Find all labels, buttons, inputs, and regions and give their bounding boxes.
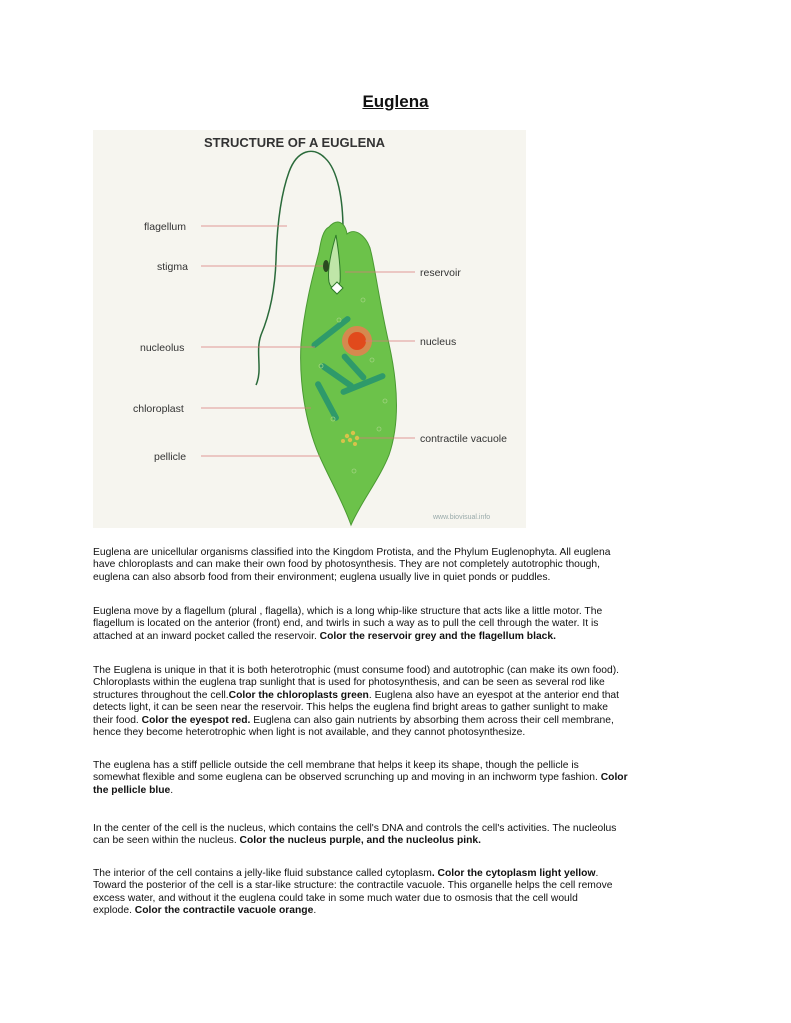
p3-instruction-chloroplasts: Color the chloroplasts green — [228, 689, 369, 701]
p3-line2: Chloroplasts within the euglena trap sunlight that is used for photosynthesis, and can be seen as several rod like — [93, 677, 605, 689]
label-reservoir: reservoir — [420, 267, 461, 279]
p3-line4: detects light, it can be seen near the reservoir. This helps the euglena find bright areas to gather sunlight to make — [93, 702, 608, 714]
label-stigma: stigma — [157, 261, 188, 273]
p3-line3 — [93, 690, 703, 702]
p6-line1 — [93, 868, 703, 880]
label-pellicle: pellicle — [154, 451, 187, 463]
p6-instruction-cytoplasm: . Color the cytoplasm light yellow — [431, 868, 596, 879]
stigma-eyespot — [323, 260, 329, 272]
paragraph-pellicle — [93, 760, 703, 797]
p2-line2: flagellum is located on the anterior (front) end, and twirls in such a way as to pull the cell through the water. It is — [93, 618, 599, 630]
diagram-watermark: www.biovisual.info — [433, 514, 491, 521]
p4-line3 — [93, 785, 703, 797]
paragraph-flagellum — [93, 606, 703, 643]
vacuole-granule — [345, 434, 349, 438]
p3-line5 — [93, 715, 703, 727]
p4-line3-rest: . — [170, 784, 174, 796]
p6-line2: Toward the posterior of the cell is a star-like structure: the contractile vacuole. This organelle helps the cell remove — [93, 880, 613, 892]
euglena-diagram-svg — [93, 130, 526, 528]
p3-line1: The Euglena is unique in that it is both heterotrophic (must consume food) and autotrophic (can make its own food). — [93, 665, 620, 676]
p4-line1: The euglena has a stiff pellicle outside the cell membrane that helps it keep its shape, though the pellicle is — [93, 760, 579, 771]
p6-line1-text: The interior of the cell contains a jelly-like fluid substance called cytoplasm — [93, 868, 432, 879]
p6-line4 — [93, 905, 703, 917]
euglena-diagram — [93, 130, 526, 528]
p6-line3: excess water, and without it the euglena could take in some much water due to osmosis that the cell would — [93, 892, 578, 904]
p2-line1: Euglena move by a flagellum (plural , flagella), which is a long whip-like structure that acts like a little motor. The — [93, 606, 603, 617]
p5-line2 — [93, 835, 703, 847]
label-nucleus: nucleus — [420, 336, 457, 348]
p6-line4-rest: . — [313, 905, 317, 917]
p3-line5-rest: Euglena can also gain nutrients by absorbing them across their cell membrane, — [250, 714, 614, 726]
p1-line1: Euglena are unicellular organisms classified into the Kingdom Protista, and the Phylum Euglenophyta. All euglena — [93, 547, 611, 558]
p3-instruction-eyespot: Color the eyespot red. — [141, 714, 251, 726]
nucleus — [348, 332, 366, 350]
diagram-heading: STRUCTURE OF A EUGLENA — [204, 135, 386, 150]
p5-line2-text: can be seen within the nucleus. — [93, 835, 240, 847]
paragraph-nutrition — [93, 665, 703, 739]
p2-line3 — [93, 631, 703, 643]
vacuole-granule — [353, 442, 357, 446]
vacuole-granule — [355, 436, 359, 440]
p1-line2: have chloroplasts and can make their own food by photosynthesis. They are not completely autotrophic though, — [93, 559, 600, 571]
vacuole-granule — [351, 431, 355, 435]
p4-instruction-start: Color — [600, 772, 628, 784]
p4-line2 — [93, 772, 703, 784]
p2-instruction: Color the reservoir grey and the flagellum black. — [319, 630, 556, 642]
label-nucleolus: nucleolus — [140, 342, 185, 354]
vacuole-granule — [341, 439, 345, 443]
p3-line5-text: their food. — [93, 714, 142, 726]
p6-line4-text: explode. — [93, 905, 135, 917]
page-title: Euglena — [362, 92, 429, 111]
p4-line2-text: somewhat flexible and some euglena can be observed scrunching up and moving in an inchworm type fashion. — [93, 772, 601, 784]
p3-line3-rest: . Euglena also have an eyespot at the anterior end that — [368, 689, 620, 701]
p5-line1: In the center of the cell is the nucleus, which contains the cell's DNA and controls the cell's activities. The nucleolus — [93, 823, 617, 834]
vacuole-granule — [348, 438, 352, 442]
p2-line3-text: attached at an inward pocket called the reservoir. — [93, 630, 320, 642]
p4-instruction-end: the pellicle blue — [93, 784, 171, 796]
paragraph-cytoplasm — [93, 868, 703, 918]
label-flagellum: flagellum — [144, 221, 187, 233]
p1-line3: euglena can also absorb food from their environment; euglena usually live in quiet ponds or puddles. — [93, 571, 551, 583]
p6-instruction-vacuole: Color the contractile vacuole orange — [134, 905, 314, 917]
p3-line3-text: structures throughout the cell. — [93, 689, 229, 701]
p5-instruction: Color the nucleus purple, and the nucleolus pink. — [239, 835, 481, 847]
p3-line6: hence they become heterotrophic when light is not available, and they cannot photosynthesize. — [93, 727, 526, 739]
paragraph-nucleus — [93, 823, 703, 848]
paragraph-classification — [93, 547, 703, 584]
label-chloroplast: chloroplast — [133, 403, 184, 415]
p6-line1-rest: . — [595, 868, 599, 879]
label-contractile-vacuole: contractile vacuole — [420, 433, 507, 445]
